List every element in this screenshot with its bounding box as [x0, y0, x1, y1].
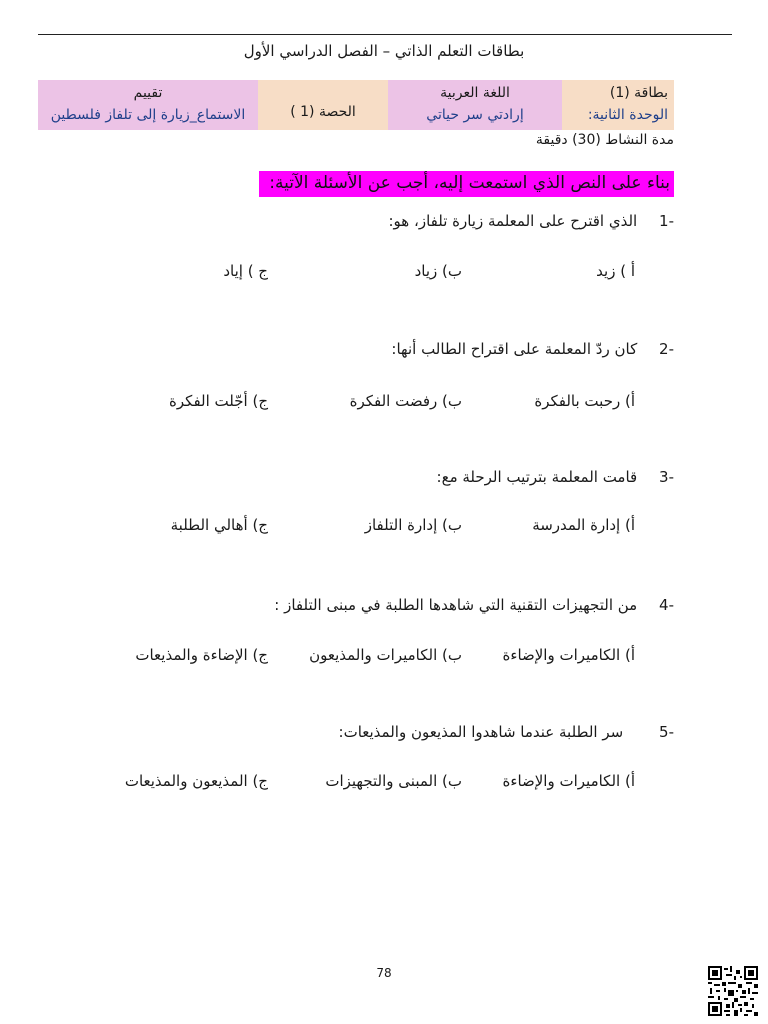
option-b[interactable]: ب) المبنى والتجهيزات	[325, 772, 462, 790]
option-a[interactable]: أ) الكاميرات والإضاءة	[502, 646, 635, 664]
unit-title: إرادتي سر حياتي	[426, 107, 524, 123]
card-label: بطاقة (1)	[609, 85, 668, 101]
option-b[interactable]: ب) إدارة التلفاز	[364, 516, 462, 534]
question-2	[391, 340, 674, 358]
question-number: -3	[659, 468, 674, 486]
question-number: -4	[659, 596, 674, 614]
option-a[interactable]: أ) رحبت بالفكرة	[534, 392, 635, 410]
evaluation-label: تقييم	[133, 85, 163, 101]
question-text: من التجهيزات التقنية التي شاهدها الطلبة في مبنى التلفاز :	[274, 596, 638, 614]
option-b[interactable]: ب) رفضت الفكرة	[349, 392, 462, 410]
question-text: قامت المعلمة بترتيب الرحلة مع:	[436, 468, 638, 486]
option-b[interactable]: ب) زياد	[414, 262, 462, 280]
option-c[interactable]: ج) الإضاءة والمذيعات	[135, 646, 268, 664]
question-text: الذي اقترح على المعلمة زيارة تلفاز، هو:	[388, 212, 638, 230]
question-number: -5	[659, 723, 674, 741]
evaluation-cell	[38, 80, 258, 130]
page-number: 78	[376, 966, 392, 980]
question-4	[274, 596, 674, 614]
card-cell	[562, 80, 674, 130]
question-1	[389, 212, 675, 230]
option-c[interactable]: ج ) إياد	[223, 262, 268, 280]
question-number: -1	[659, 212, 674, 230]
question-3	[437, 468, 674, 486]
question-number: -2	[659, 340, 674, 358]
option-c[interactable]: ج) أهالي الطلبة	[170, 516, 268, 534]
info-table	[38, 80, 674, 130]
option-a[interactable]: أ) الكاميرات والإضاءة	[502, 772, 635, 790]
option-b[interactable]: ب) الكاميرات والمذيعون	[309, 646, 462, 664]
option-c[interactable]: ج) أجّلت الفكرة	[169, 392, 268, 410]
subject-cell	[388, 80, 562, 130]
question-5	[339, 723, 674, 741]
header-rule	[38, 34, 732, 35]
option-c[interactable]: ج) المذيعون والمذيعات	[124, 772, 268, 790]
unit-label: الوحدة الثانية:	[587, 107, 668, 123]
activity-duration: مدة النشاط (30) دقيقة	[535, 132, 674, 148]
question-text: سر الطلبة عندما شاهدوا المذيعون والمذيعات:	[338, 723, 624, 741]
lesson-cell	[258, 80, 388, 130]
lesson-label: الحصة (1 )	[290, 104, 356, 120]
option-a[interactable]: أ) إدارة المدرسة	[532, 516, 635, 534]
question-text: كان ردّ المعلمة على اقتراح الطالب أنها:	[391, 340, 638, 358]
topic-label: الاستماع_زيارة إلى تلفاز فلسطين	[50, 107, 246, 123]
subject-label: اللغة العربية	[440, 85, 510, 101]
page-title: بطاقات التعلم الذاتي – الفصل الدراسي الأول	[243, 42, 525, 60]
instruction-banner: بناء على النص الذي استمعت إليه، أجب عن الأسئلة الآتية:	[259, 171, 674, 197]
option-a[interactable]: أ ) زيد	[596, 262, 635, 280]
qr-code-icon	[708, 966, 758, 1016]
